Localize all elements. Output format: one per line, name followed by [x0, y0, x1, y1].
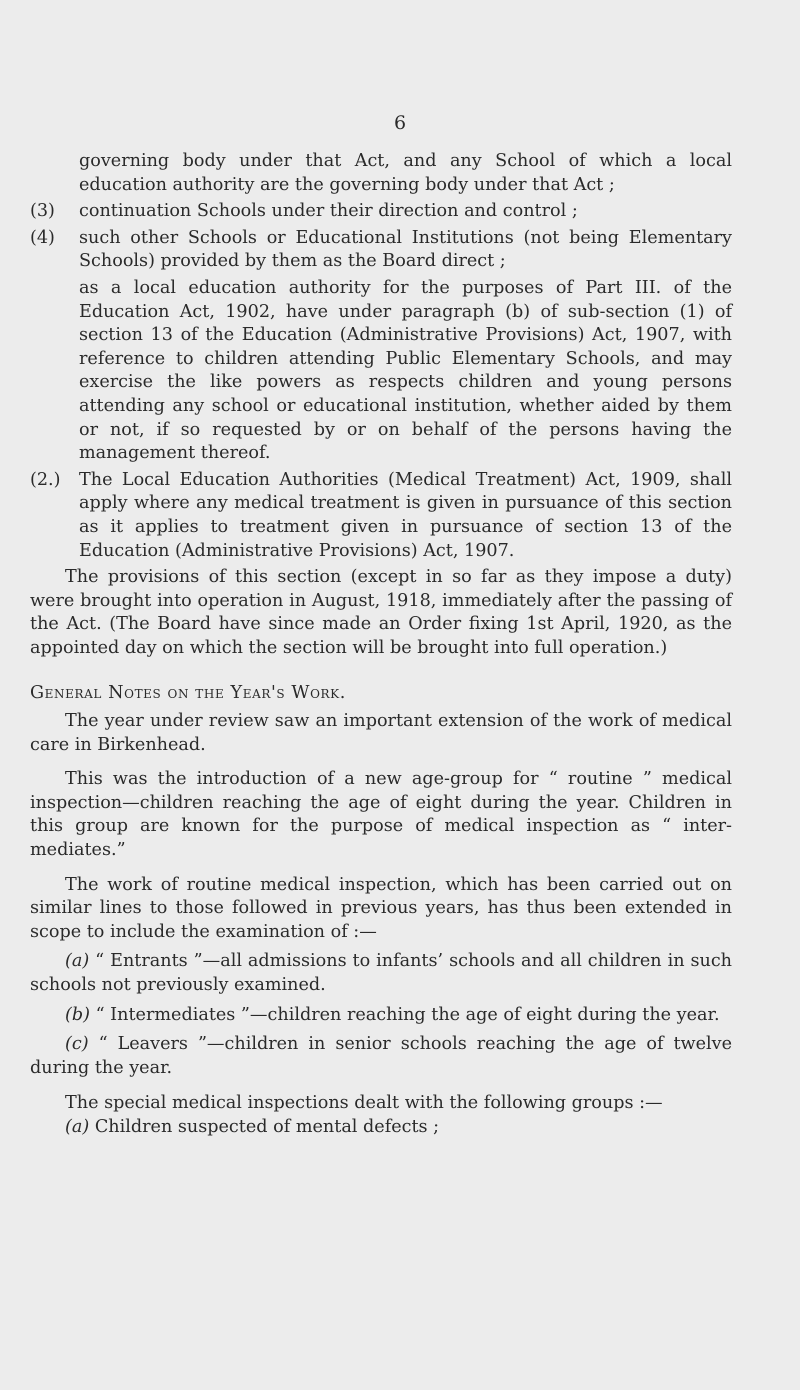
- group-text: “ Intermediates ”—children reaching the age of eight during the year.: [95, 1004, 720, 1025]
- year-paragraph: The year under review saw an important extension of the work of medical care in Birkenhead.: [30, 711, 732, 755]
- group-item-c: [30, 1033, 732, 1080]
- page-number: 6: [393, 112, 407, 134]
- list-item-4: [30, 227, 732, 274]
- subsection-2: [30, 469, 732, 563]
- special-text: Children suspected of mental defects ;: [94, 1116, 440, 1137]
- special-label: (a): [65, 1116, 90, 1137]
- subsection-text: The Local Education Authorities (Medical Treatment) Act, 1909, shall apply where any medical treatment is given in pursuance of this section as it applies to treatment given in pursuance of section 13 of the Education (Administrative Provisions) Act, 1907.: [79, 469, 732, 561]
- group-label: (a): [65, 951, 90, 972]
- group-label: (c): [65, 1034, 89, 1055]
- section-heading: General Notes on the Year's Work.: [30, 683, 346, 704]
- list-item-number: (4): [30, 227, 55, 248]
- group-text: “ Leavers ”—children in senior schools reaching the age of twelve during the year.: [30, 1034, 733, 1078]
- special-inspections-paragraph: The special medical inspections dealt with the following groups :—: [65, 1093, 663, 1114]
- list-item-3: [30, 200, 732, 224]
- intro-paragraph: governing body under that Act, and any School of which a local education authority are the governing body under that Act ;: [79, 151, 732, 195]
- provisions-paragraph: The provisions of this section (except in so far as they impose a duty) were brought into operation in August, 1918, immediately after the passing of the Act. (The Board have since made an Order fixing 1st April, 1920, as the appointed day on which the section will be brought into full operation.): [30, 567, 732, 658]
- authority-paragraph: as a local education authority for the purposes of Part III. of the Education Act, 1902, have under paragraph (b) of sub-section (1) of section 13 of the Education (Administrative Provisions) Act, 1907, with reference to children attending Public Elementary Schools, and may exercise the like powers as respects children and young persons attending any school or educational institution, whether aided by them or not, if so requested by or on behalf of the persons having the management thereof.: [79, 277, 732, 464]
- age-group-paragraph: This was the introduction of a new age-group for “ routine ” medical inspection—children reaching the age of eight during the year. Children in this group are known for the purpose of medical inspection as “ inter-mediates.”: [30, 769, 732, 861]
- list-item-text: such other Schools or Educational Institutions (not being Elementary Schools) provided by them as the Board direct ;: [79, 227, 732, 272]
- page-body: [30, 150, 732, 1140]
- list-item-text: continuation Schools under their direction and control ;: [79, 201, 578, 222]
- special-item-a: [30, 1116, 732, 1140]
- subsection-number: (2.): [30, 469, 61, 490]
- group-item-b: [30, 1004, 732, 1028]
- list-item-number: (3): [30, 201, 55, 222]
- group-item-a: [30, 950, 732, 997]
- routine-inspection-paragraph: The work of routine medical inspection, which has been carried out on similar lines to those followed in previous years, has thus been extended in scope to include the examination of :—: [30, 874, 732, 942]
- group-label: (b): [65, 1004, 90, 1025]
- group-text: “ Entrants ”—all admissions to infants’ schools and all children in such schools not previously examined.: [30, 951, 733, 995]
